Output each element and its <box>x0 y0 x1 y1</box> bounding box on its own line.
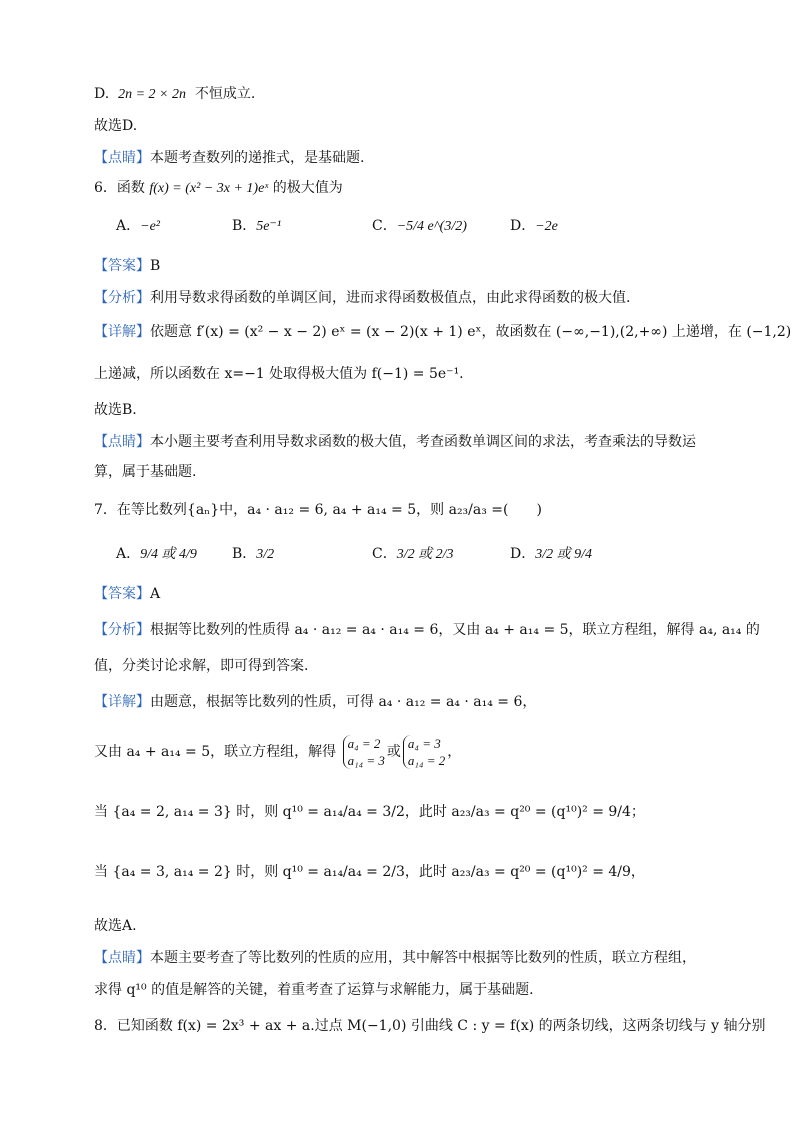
option-label: D． <box>510 218 536 234</box>
or-text: 或 <box>386 744 401 760</box>
option-value: −e² <box>140 219 160 234</box>
option-label: C． <box>372 546 397 562</box>
option-value: 5e⁻¹ <box>256 219 282 234</box>
analysis-text: 根据等比数列的性质得 a₄ · a₁₂ = a₄ · a₁₄ = 6，又由 a₄ + a₁₄ = 5，联立方程组，解得 a₄, a₁₄ 的 <box>150 622 760 638</box>
option-label: D． <box>510 546 536 562</box>
equation: a₄ = 2 <box>347 736 381 751</box>
option-label: B． <box>232 218 257 234</box>
option-text: 不恒成立. <box>194 86 256 102</box>
q7-detail-line1 <box>94 692 536 712</box>
option-value: −5/4 e^(3/2) <box>396 219 467 234</box>
detail-text: 又由 a₄ + a₁₄ = 5，联立方程组，解得 <box>94 744 337 760</box>
option-label: C． <box>372 218 397 234</box>
q8-stem: 8．已知函数 f(x) = 2x³ + ax + a.过点 M(−1,0) 引曲线 C : y = f(x) 的两条切线，这两条切线与 y 轴分别 <box>94 1018 766 1034</box>
option-label: B． <box>232 546 257 562</box>
q6-option-d <box>510 216 558 237</box>
q6-detail-line2: 上递减，所以函数在 x=−1 处取得极大值为 f(−1) = 5e⁻¹. <box>94 366 464 382</box>
q7-case2: 当 {a₄ = 3, a₁₄ = 2} 时，则 q¹⁰ = a₁₄/a₄ = 2/3，此时 a₂₃/a₃ = q²⁰ = (q¹⁰)² = 4/9， <box>94 864 645 880</box>
option-label: D. <box>94 86 110 102</box>
q6-option-b <box>232 216 281 237</box>
formula: 2n = 2 × 2n <box>118 87 186 102</box>
dianjing-text: 本题主要考查了等比数列的性质的应用，其中解答中根据等比数列的性质，联立方程组， <box>150 950 696 966</box>
q6-dianjing-line1 <box>94 432 696 452</box>
detail-tag: 【详解】 <box>94 694 150 710</box>
answer-value: A <box>150 586 161 602</box>
q7-answer <box>94 584 160 604</box>
analysis-text: 利用导数求得函数的单调区间，进而求得函数极值点，由此求得函数的极大值. <box>150 290 631 306</box>
detail-tag: 【详解】 <box>94 324 150 340</box>
q7-case1: 当 {a₄ = 2, a₁₄ = 3} 时，则 q¹⁰ = a₁₄/a₄ = 3/2，此时 a₂₃/a₃ = q²⁰ = (q¹⁰)² = 9/4； <box>94 804 645 820</box>
answer-tag: 【答案】 <box>94 586 150 602</box>
q7-analysis-line1 <box>94 620 760 640</box>
q6-option-a <box>116 216 160 237</box>
stem-prefix: 6．函数 <box>94 180 145 196</box>
analysis-tag: 【分析】 <box>94 290 150 306</box>
equation: a₄ = 3 <box>407 736 441 751</box>
q7-detail-line2: 又由 a₄ + a₁₄ = 5，联立方程组，解得 a₄ = 2 a₁₄ = 3 或 a₄ = 3 a₁₄ = 2 ， <box>94 736 462 768</box>
option-value: 3/2 或 9/4 <box>535 547 593 562</box>
q6-detail-line1 <box>94 322 791 342</box>
option-value: 9/4 或 4/9 <box>140 547 197 562</box>
dianjing-text: 本小题主要考查利用导数求函数的极大值，考查函数单调区间的求法，考查乘法的导数运 <box>150 434 696 450</box>
q5-dianjing <box>94 148 364 168</box>
q7-conclusion: 故选A. <box>94 918 137 934</box>
q6-stem <box>94 178 343 199</box>
dianjing-tag: 【点睛】 <box>94 150 150 166</box>
option-value: 3/2 或 2/3 <box>396 547 454 562</box>
q7-dianjing-line1 <box>94 948 696 968</box>
equation-system-2 <box>403 735 445 769</box>
formula: f(x) = (x² − 3x + 1)eˣ <box>149 181 269 196</box>
equation-system-1 <box>343 735 385 769</box>
detail-text: 由题意，根据等比数列的性质，可得 a₄ · a₁₂ = a₄ · a₁₄ = 6， <box>150 694 537 710</box>
q7-option-a <box>116 544 197 565</box>
equation: a₁₄ = 2 <box>407 753 446 768</box>
q7-option-d <box>510 544 592 565</box>
option-d-line <box>94 84 255 105</box>
option-value: 3/2 <box>256 547 275 562</box>
detail-text: 依题意 f′(x) = (x² − x − 2) eˣ = (x − 2)(x + 1) eˣ，故函数在 (−∞,−1),(2,+∞) 上递增，在 (−1,2) <box>150 324 792 340</box>
dianjing-tag: 【点睛】 <box>94 434 150 450</box>
q6-dianjing-line2: 算，属于基础题. <box>94 464 197 480</box>
stem-suffix: 的极大值为 <box>272 180 343 196</box>
option-value: −2e <box>535 219 558 234</box>
answer-value: B <box>150 258 161 274</box>
option-label: A． <box>116 218 141 234</box>
equation: a₁₄ = 3 <box>347 753 385 768</box>
q7-option-c <box>372 544 454 565</box>
q6-conclusion: 故选B. <box>94 402 137 418</box>
q7-dianjing-line2: 求得 q¹⁰ 的值是解答的关键，着重考查了运算与求解能力，属于基础题. <box>94 982 534 998</box>
answer-tag: 【答案】 <box>94 258 150 274</box>
q6-analysis <box>94 288 630 308</box>
q7-stem: 7．在等比数列{aₙ}中，a₄ · a₁₂ = 6, a₄ + a₁₄ = 5，则 a₂₃/a₃ =( ) <box>94 502 542 518</box>
analysis-tag: 【分析】 <box>94 622 150 638</box>
dianjing-tag: 【点睛】 <box>94 950 150 966</box>
q7-option-b <box>232 544 274 565</box>
q5-conclusion: 故选D. <box>94 118 138 134</box>
dianjing-text: 本题考查数列的递推式，是基础题. <box>150 150 365 166</box>
q6-answer <box>94 256 160 276</box>
option-label: A． <box>116 546 141 562</box>
q7-analysis-line2: 值，分类讨论求解，即可得到答案. <box>94 658 309 674</box>
q6-option-c <box>372 216 467 237</box>
